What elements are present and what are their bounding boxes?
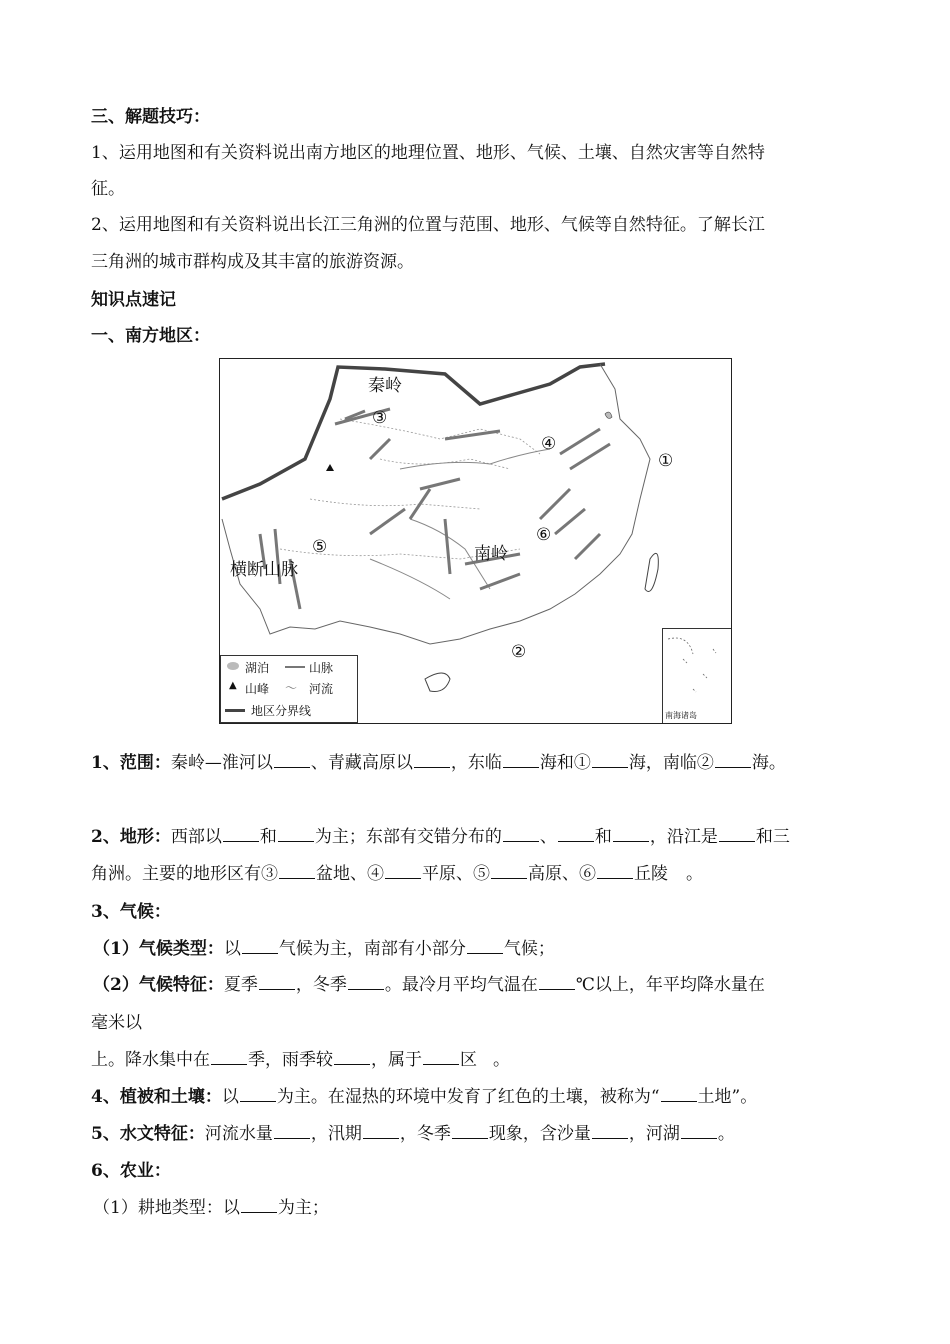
item-hydrology: 5、水文特征：河流水量 ，汛期 ，冬季 现象，含沙量 ，河湖 。 [91, 1124, 735, 1144]
mountain-legend-icon [285, 666, 305, 668]
item-terrain-line1: 2、地形：西部以 和 为主；东部有交错分布的 、 和 ，沿江是 和三 [91, 827, 790, 847]
coastline [222, 364, 650, 644]
blank[interactable] [274, 753, 310, 768]
item-farmland-type: （1）耕地类型：以 为主； [93, 1198, 329, 1218]
blank[interactable] [279, 864, 315, 879]
blank[interactable] [592, 1124, 628, 1139]
blank[interactable] [467, 939, 503, 954]
blank[interactable] [241, 1198, 277, 1213]
item-climate-feature: （2）气候特征：夏季 ，冬季 。最冷月平均气温在 ℃以上，年平均降水量在 [93, 975, 765, 995]
blank[interactable] [211, 1050, 247, 1065]
hainan-island [425, 673, 450, 692]
boundary-legend-icon [225, 709, 245, 712]
blank[interactable] [715, 753, 751, 768]
label-circle-4: ④ [541, 434, 557, 454]
item-climate-feature-line3: 上。降水集中在 季，雨季较 ，属于 区 。 [91, 1050, 510, 1070]
blank[interactable] [613, 827, 649, 842]
lake-mark [605, 412, 612, 418]
blank[interactable] [452, 1124, 488, 1139]
blank[interactable] [681, 1124, 717, 1139]
peak-marker [326, 464, 334, 471]
legend-mountain-text: 山脉 [309, 661, 334, 675]
item-climate-feature-cont: 毫米以 [91, 1013, 142, 1033]
legend-peak-text: 山峰 [245, 682, 270, 696]
label-circle-6: ⑥ [536, 525, 552, 545]
map-legend [220, 655, 358, 723]
south-sea-islands-inset [662, 628, 731, 723]
item-vegetation-soil: 4、植被和土壤：以 为主。在湿热的环境中发育了红色的土壤，被称为“ 土地”。 [91, 1087, 758, 1107]
blank[interactable] [597, 864, 633, 879]
label-qinling: 秦岭 [368, 376, 402, 396]
knowledge-title: 知识点速记 [91, 290, 176, 310]
blank[interactable] [278, 827, 314, 842]
tip-line-1: 1、运用地图和有关资料说出南方地区的地理位置、地形、气候、土壤、自然灾害等自然特 [91, 143, 765, 163]
blank[interactable] [491, 864, 527, 879]
tip-line-2: 征。 [91, 179, 125, 199]
item-terrain-line2: 角洲。主要的地形区有③ 盆地、④ 平原、⑤ 高原、⑥ 丘陵 。 [91, 864, 703, 884]
river-lines [370, 449, 550, 599]
legend-lake-text: 湖泊 [245, 661, 270, 675]
region-boundary-line [222, 364, 605, 499]
item-agriculture-title: 6、农业： [91, 1161, 171, 1181]
tip-line-4: 三角洲的城市群构成及其丰富的旅游资源。 [91, 252, 414, 272]
peak-legend-icon: ▲ [229, 680, 237, 691]
blank[interactable] [259, 975, 295, 990]
tip-line-3: 2、运用地图和有关资料说出长江三角洲的位置与范围、地形、气候等自然特征。了解长江 [91, 215, 765, 235]
blank[interactable] [274, 1124, 310, 1139]
legend-boundary-text: 地区分界线 [251, 704, 312, 718]
lake-legend-icon [227, 662, 239, 670]
blank[interactable] [503, 753, 539, 768]
blank[interactable] [558, 827, 594, 842]
blank[interactable] [242, 939, 278, 954]
river-legend-icon: 〜 [285, 681, 298, 695]
label-hengduan: 横断山脉 [230, 560, 298, 580]
item-climate-title: 3、气候： [91, 902, 171, 922]
label-nanling: 南岭 [474, 544, 508, 564]
blank[interactable] [334, 1050, 370, 1065]
taiwan-island [645, 553, 658, 591]
blank[interactable] [363, 1124, 399, 1139]
item-range: 1、范围：秦岭—淮河以 、青藏高原以 ，东临 海和① 海，南临② 海。 [91, 753, 786, 773]
blank[interactable] [348, 975, 384, 990]
label-circle-5: ⑤ [312, 537, 328, 557]
blank[interactable] [223, 827, 259, 842]
label-circle-3: ③ [372, 408, 388, 428]
legend-river-text: 河流 [309, 682, 334, 696]
inset-label: 南海诸岛 [665, 711, 697, 720]
label-circle-1: ① [658, 451, 674, 471]
blank[interactable] [385, 864, 421, 879]
inset-drawing [663, 629, 731, 723]
blank[interactable] [719, 827, 755, 842]
blank[interactable] [240, 1087, 276, 1102]
blank[interactable] [539, 975, 575, 990]
blank[interactable] [423, 1050, 459, 1065]
blank[interactable] [503, 827, 539, 842]
blank[interactable] [592, 753, 628, 768]
label-circle-2: ② [511, 642, 527, 662]
section-title-tips: 三、解题技巧： [91, 107, 210, 127]
blank[interactable] [661, 1087, 697, 1102]
section-title-south: 一、南方地区： [91, 326, 210, 346]
south-china-map [219, 358, 732, 724]
blank[interactable] [414, 753, 450, 768]
item-climate-type: （1）气候类型：以 气候为主，南部有小部分 气候； [93, 939, 555, 959]
